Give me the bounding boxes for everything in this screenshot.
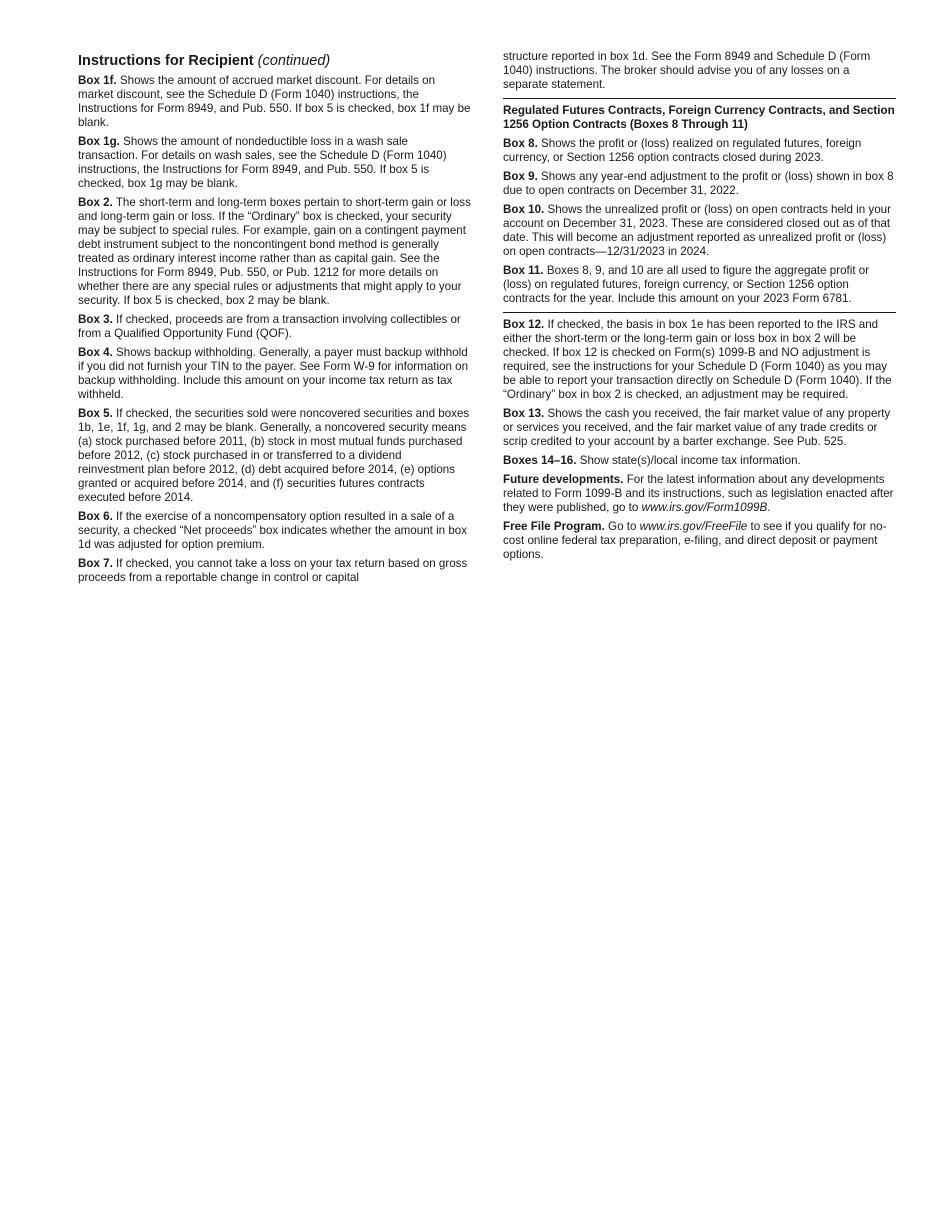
box-8-text: Shows the profit or (loss) realized on regulated futures, foreign currency, or Section 1256 option contracts closed during 2023. <box>503 137 862 164</box>
box-11-paragraph <box>503 264 896 306</box>
box-6-label: Box 6. <box>78 510 113 523</box>
box-1g-paragraph <box>78 135 471 191</box>
box-10-label: Box 10. <box>503 203 545 216</box>
box-1f-label: Box 1f. <box>78 74 117 87</box>
box-1g-label: Box 1g. <box>78 135 120 148</box>
boxes-14-16-text: Show state(s)/local income tax information. <box>579 454 801 467</box>
section-divider-top <box>503 98 896 99</box>
box-1g-text: Shows the amount of nondeductible loss in a wash sale transaction. For details on wash sales, see the Schedule D (Form 1040) instructions, the Instructions for Form 8949, and Pub. 550. If box 5 is checked, box 1g may be blank. <box>78 135 447 190</box>
box-5-label: Box 5. <box>78 407 113 420</box>
box-2-paragraph <box>78 196 471 308</box>
box-7-continued: structure reported in box 1d. See the Form 8949 and Schedule D (Form 1040) instructions. The broker should advise you of any losses on a separate statement. <box>503 50 871 91</box>
heading-title: Instructions for Recipient <box>78 53 254 69</box>
box-12-paragraph <box>503 318 896 402</box>
box-10-paragraph <box>503 203 896 259</box>
box-4-label: Box 4. <box>78 346 113 359</box>
box-11-text: Boxes 8, 9, and 10 are all used to figure the aggregate profit or (loss) on regulated futures, foreign currency, or Section 1256 option contracts for the year. Include this amount on your 2023 Form 6781. <box>503 264 870 305</box>
box-6-text: If the exercise of a noncompensatory option resulted in a sale of a security, a checked “Net proceeds” box indicates whether the amount in box 1d was adjusted for option premium. <box>78 510 468 551</box>
page-heading <box>78 52 471 70</box>
box-8-label: Box 8. <box>503 137 538 150</box>
boxes-14-16-label: Boxes 14–16. <box>503 454 577 467</box>
left-column <box>78 50 471 590</box>
futures-section-title: Regulated Futures Contracts, Foreign Currency Contracts, and Section 1256 Option Contracts (Boxes 8 Through 11) <box>503 104 895 131</box>
form-1099b-link[interactable]: www.irs.gov/Form1099B <box>641 501 768 514</box>
box-3-text: If checked, proceeds are from a transaction involving collectibles or from a Qualified Opportunity Fund (QOF). <box>78 313 461 340</box>
box-10-text: Shows the unrealized profit or (loss) on open contracts held in your account on December 31, 2023. These are considered closed out as of that date. This will become an adjustment reported as unrealized profit or (loss) on open contracts—12/31/2023 in 2024. <box>503 203 891 258</box>
box-1f-paragraph <box>78 74 471 130</box>
free-file-pre: Go to <box>608 520 637 533</box>
box-9-text: Shows any year-end adjustment to the profit or (loss) shown in box 8 due to open contracts on December 31, 2022. <box>503 170 894 197</box>
box-3-label: Box 3. <box>78 313 113 326</box>
box-11-label: Box 11. <box>503 264 544 277</box>
free-file-label: Free File Program. <box>503 520 605 533</box>
box-2-text: The short-term and long-term boxes pertain to short-term gain or loss and long-term gain or loss. If the “Ordinary” box is checked, your security may be subject to special rules. For example, gain on a contingent payment debt instrument subject to the noncontingent bond method is generally treated as ordinary interest income rather than as capital gain. See the Instructions for Form 8949, Pub. 550, or Pub. 1212 for more details on whether there are any special rules or adjustments that might apply to your security. If box 5 is checked, box 2 may be blank. <box>78 196 471 307</box>
boxes-14-16-paragraph <box>503 454 896 468</box>
box-12-label: Box 12. <box>503 318 545 331</box>
section-divider-bottom <box>503 312 896 313</box>
box-3-paragraph <box>78 313 471 341</box>
future-developments-paragraph <box>503 473 896 515</box>
box-4-text: Shows backup withholding. Generally, a payer must backup withhold if you did not furnish your TIN to the payer. See Form W-9 for information on backup withholding. Include this amount on your income tax return as tax withheld. <box>78 346 469 401</box>
box-5-text: If checked, the securities sold were noncovered securities and boxes 1b, 1e, 1f, 1g, and 2 may be blank. Generally, a noncovered security means (a) stock purchased before 2011, (b) stock in most mutual funds purchased before 2012, (c) stock purchased in or transferred to a dividend reinvestment plan before 2012, (d) debt acquired before 2014, (e) options granted or acquired before 2014, and (f) securities futures contracts executed before 2014. <box>78 407 470 504</box>
box-7-label: Box 7. <box>78 557 113 570</box>
heading-continued: (continued) <box>257 53 331 69</box>
instructions-page <box>78 50 896 590</box>
box-7-paragraph <box>78 557 471 585</box>
box-13-text: Shows the cash you received, the fair market value of any property or services you received, and the fair market value of any trade credits or scrip credited to your account by a barter exchange. See Pub. 525. <box>503 407 891 448</box>
box-9-label: Box 9. <box>503 170 538 183</box>
box-12-text: If checked, the basis in box 1e has been reported to the IRS and either the short-term or the long-term gain or loss box in box 2 will be checked. If box 12 is checked on Form(s) 1099-B and NO adjustment is required, see the instructions for your Schedule D (Form 1040) as you may be able to report your transaction directly on Schedule D (Form 1040). If the “Ordinary” box in box 2 is checked, an adjustment may be required. <box>503 318 892 401</box>
box-13-paragraph <box>503 407 896 449</box>
free-file-post: to see if you qualify for no-cost online federal tax preparation, e-filing, and direct deposit or payment options. <box>503 520 887 561</box>
box-5-paragraph <box>78 407 471 505</box>
box-8-paragraph <box>503 137 896 165</box>
box-4-paragraph <box>78 346 471 402</box>
box-13-label: Box 13. <box>503 407 545 420</box>
free-file-paragraph <box>503 520 896 562</box>
box-7-text: If checked, you cannot take a loss on your tax return based on gross proceeds from a reportable change in control or capital <box>78 557 468 584</box>
right-column <box>503 50 896 590</box>
box-9-paragraph <box>503 170 896 198</box>
box-1f-text: Shows the amount of accrued market discount. For details on market discount, see the Schedule D (Form 1040) instructions, the Instructions for Form 8949, and Pub. 550. If box 5 is checked, box 1f may be blank. <box>78 74 471 129</box>
future-developments-text: For the latest information about any developments related to Form 1099-B and its instructions, such as legislation enacted after they were published, go to <box>503 473 894 514</box>
box-2-label: Box 2. <box>78 196 113 209</box>
box-6-paragraph <box>78 510 471 552</box>
future-developments-label: Future developments. <box>503 473 624 486</box>
future-developments-end: . <box>767 501 771 514</box>
free-file-link[interactable]: www.irs.gov/FreeFile <box>639 520 748 533</box>
